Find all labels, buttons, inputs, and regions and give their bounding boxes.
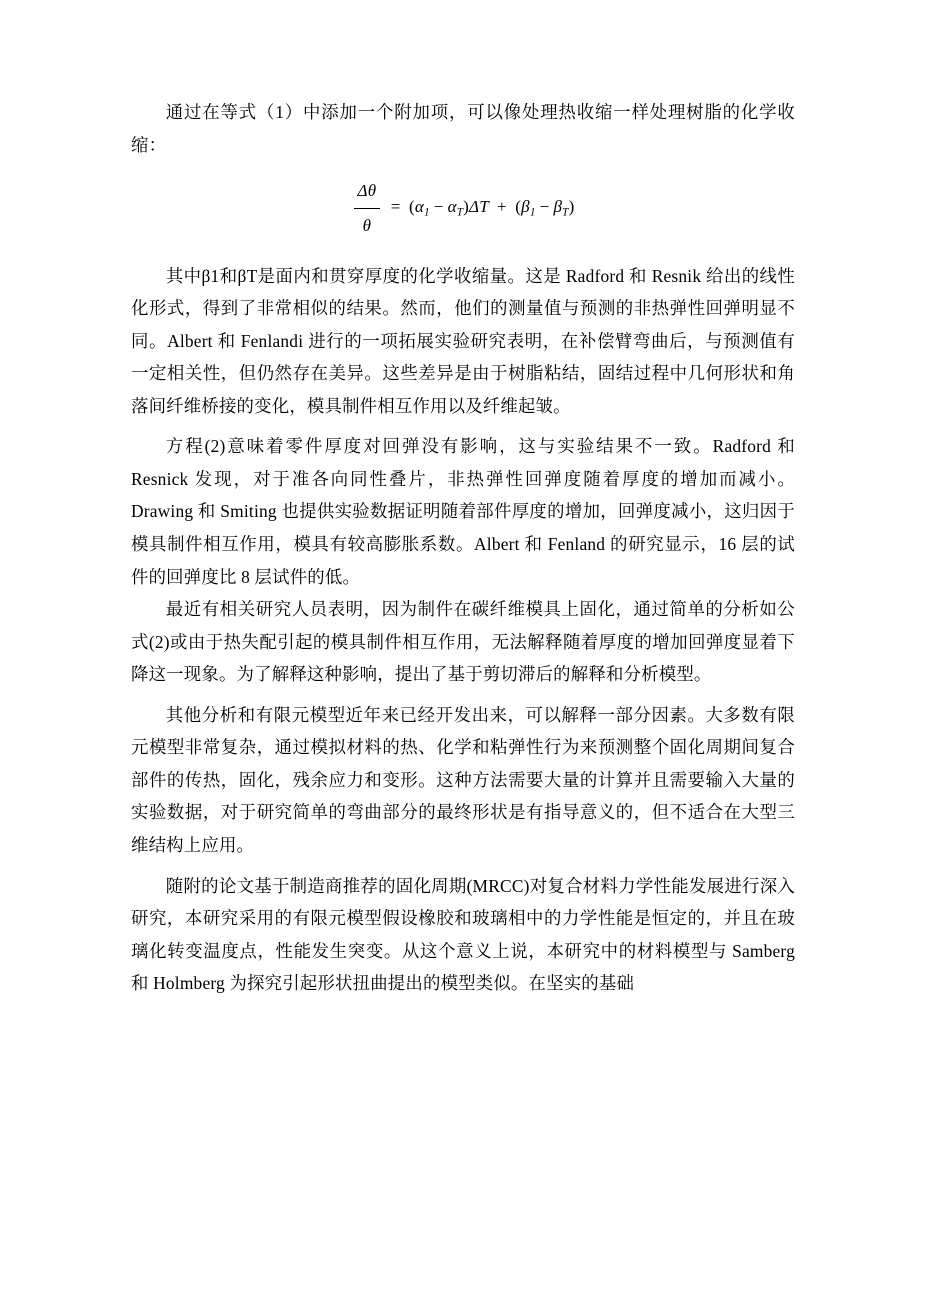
term2-open-paren: ( — [515, 197, 522, 217]
term1-close-paren: ) — [463, 197, 470, 217]
fraction-denominator: θ — [362, 215, 372, 235]
term1-open-paren: ( — [408, 197, 415, 217]
term2-beta-T: β — [553, 197, 563, 217]
paragraph-5: 其他分析和有限元模型近年来已经开发出来，可以解释一部分因素。大多数有限元模型非常复杂，通过模拟材料的热、化学和粘弹性行为来预测整个固化周期间复合部件的传热，固化，残余应力和变形。这种方法需要大量的计算并且需要输入大量的实验数据，对于研究简单的弯曲部分的最终形状是有指导意义的，但不适合在大型三维结构上应用。 — [131, 704, 795, 855]
term1-alpha-1: α — [414, 197, 424, 217]
paragraph-6: 随附的论文基于制造商推荐的固化周期(MRCC)对复合材料力学性能发展进行深入研究，本研究采用的有限元模型假设橡胶和玻璃相中的力学性能是恒定的，并且在玻璃化转变温度点，性能发生突变。从这个意义上说，本研究中的材料模型与 Samberg 和 Holmberg 为探究引起形状扭曲提出的模型类似。在坚实的基础 — [131, 875, 795, 994]
equals-sign: = — [390, 197, 401, 217]
term1-alpha-T: α — [447, 197, 457, 217]
term1-alpha-1-subscript: 1 — [423, 206, 430, 219]
term1-minus: − — [433, 197, 444, 217]
paragraph-1: 通过在等式（1）中添加一个附加项，可以像处理热收缩一样处理树脂的化学收缩： — [131, 102, 795, 155]
term2-beta-T-subscript: T — [562, 206, 569, 219]
document-body — [131, 96, 795, 1000]
equation-block — [131, 175, 795, 242]
fraction-numerator: Δθ — [354, 175, 381, 209]
term1-alpha-T-subscript: T — [456, 206, 464, 219]
paragraph-4: 最近有相关研究人员表明，因为制件在碳纤维模具上固化，通过简单的分析如公式(2)或由于热失配引起的模具制件相互作用，无法解释随着厚度的增加回弹度显着下降这一现象。为了解释这种影响，提出了基于剪切滞后的解释和分析模型。 — [131, 599, 795, 685]
plus-sign: + — [497, 197, 507, 217]
paragraph-2: 其中β1和βT是面内和贯穿厚度的化学收缩量。这是 Radford 和 Resnik 给出的线性化形式，得到了非常相似的结果。然而，他们的测量值与预测的非热弹性回弹明显不同。Albert 和 Fenlandi 进行的一项拓展实验研究表明，在补偿臂弯曲后，与预测值有一定相关性，但仍然存在美异。这些差异是由于树脂粘结，固结过程中几何形状和角落间纤维桥接的变化，模具制件相互作用以及纤维起皱。 — [131, 265, 795, 416]
fraction-delta-theta-over-theta — [354, 175, 381, 242]
term2-beta-1: β — [521, 197, 530, 217]
term2-minus: − — [539, 197, 550, 217]
equation-2 — [352, 175, 575, 242]
paragraph-3: 方程(2)意味着零件厚度对回弹没有影响，这与实验结果不一致。Radford 和 Resnick 发现，对于准各向同性叠片，非热弹性回弹度随着厚度的增加而减小。Drawing 和 Smiting 也提供实验数据证明随着部件厚度的增加，回弹度减小，这归因于模具制件相互作用，模具有较高膨胀系数。Albert 和 Fenland 的研究显示，16 层的试件的回弹度比 8 层试件的低。 — [131, 436, 795, 587]
term2-close-paren: ) — [568, 197, 575, 217]
term2-beta-1-subscript: 1 — [529, 206, 536, 219]
delta-t: ΔT — [469, 197, 489, 217]
